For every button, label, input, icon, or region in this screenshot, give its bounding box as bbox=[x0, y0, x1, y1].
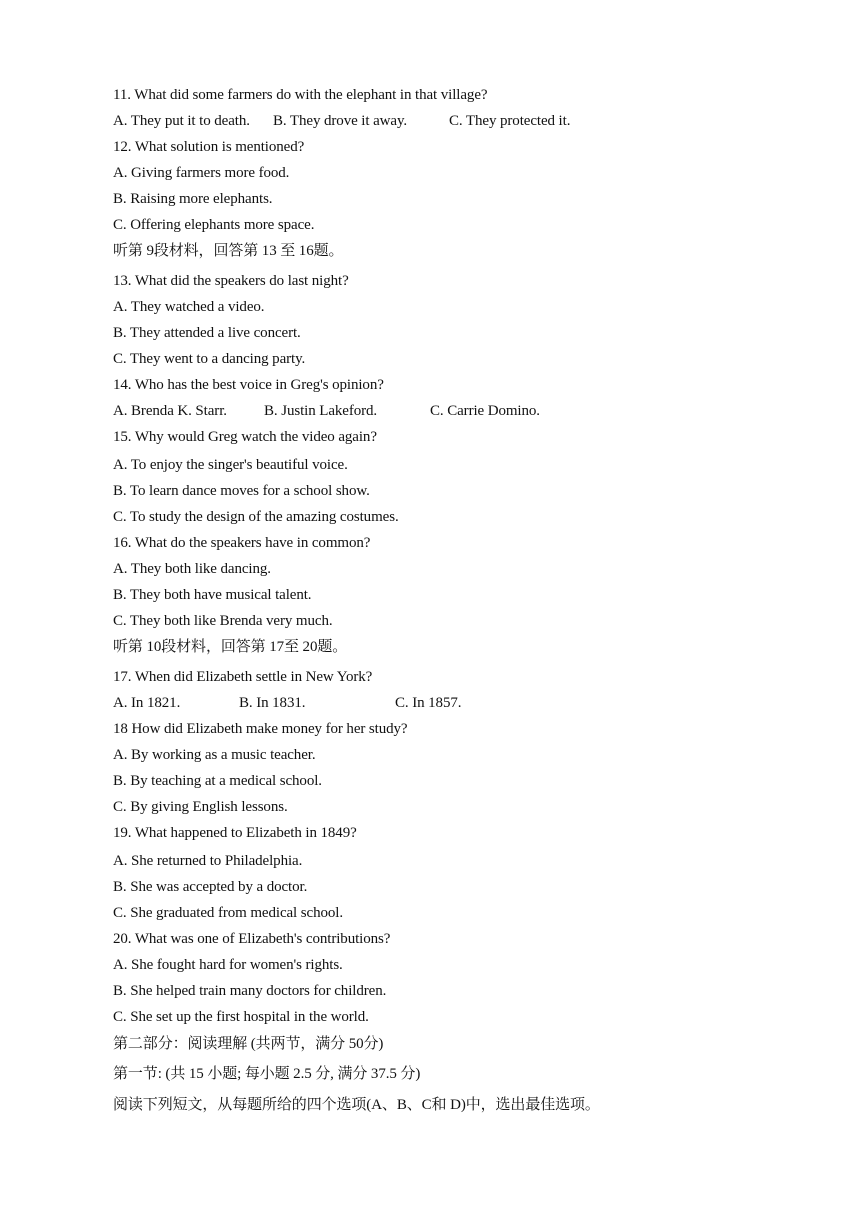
option-b: B. In 1831. bbox=[239, 695, 306, 711]
question-14: 14. Who has the best voice in Greg's opinion? bbox=[113, 377, 384, 393]
option-c: C. Carrie Domino. bbox=[430, 403, 540, 419]
question-19-option-a: A. She returned to Philadelphia. bbox=[113, 853, 303, 869]
question-16-option-c: C. They both like Brenda very much. bbox=[113, 613, 333, 629]
question-13-option-c: C. They went to a dancing party. bbox=[113, 351, 306, 367]
question-20-option-c: C. She set up the first hospital in the world. bbox=[113, 1009, 369, 1025]
part-two-heading: 第二部分：阅读理解 (共两节，满分 50分) bbox=[113, 1036, 384, 1052]
section-one-heading: 第一节: (共 15 小题; 每小题 2.5 分, 满分 37.5 分) bbox=[113, 1066, 421, 1082]
option-c: C. In 1857. bbox=[395, 695, 462, 711]
question-12-option-b: B. Raising more elephants. bbox=[113, 191, 273, 207]
question-13-option-a: A. They watched a video. bbox=[113, 299, 265, 315]
question-17: 17. When did Elizabeth settle in New York? bbox=[113, 669, 373, 685]
question-20: 20. What was one of Elizabeth's contributions? bbox=[113, 931, 391, 947]
option-b: B. They drove it away. bbox=[273, 113, 408, 129]
option-a: A. In 1821. bbox=[113, 695, 181, 711]
question-16: 16. What do the speakers have in common? bbox=[113, 535, 371, 551]
question-13-option-b: B. They attended a live concert. bbox=[113, 325, 301, 341]
question-18-option-b: B. By teaching at a medical school. bbox=[113, 773, 322, 789]
question-12-option-c: C. Offering elephants more space. bbox=[113, 217, 315, 233]
question-14-options bbox=[113, 401, 713, 421]
question-13: 13. What did the speakers do last night? bbox=[113, 273, 349, 289]
question-16-option-a: A. They both like dancing. bbox=[113, 561, 271, 577]
question-19-option-b: B. She was accepted by a doctor. bbox=[113, 879, 308, 895]
question-20-option-b: B. She helped train many doctors for children. bbox=[113, 983, 387, 999]
section-instruction-9: 听第 9段材料，回答第 13 至 16题。 bbox=[113, 243, 344, 259]
question-16-option-b: B. They both have musical talent. bbox=[113, 587, 312, 603]
question-11: 11. What did some farmers do with the elephant in that village? bbox=[113, 87, 488, 103]
question-15: 15. Why would Greg watch the video again? bbox=[113, 429, 377, 445]
section-instruction-10: 听第 10段材料，回答第 17至 20题。 bbox=[113, 639, 348, 655]
question-15-option-b: B. To learn dance moves for a school show. bbox=[113, 483, 370, 499]
option-b: B. Justin Lakeford. bbox=[264, 403, 378, 419]
option-a: A. Brenda K. Starr. bbox=[113, 403, 227, 419]
question-11-options bbox=[113, 111, 713, 131]
question-15-option-a: A. To enjoy the singer's beautiful voice. bbox=[113, 457, 348, 473]
option-a: A. They put it to death. bbox=[113, 113, 250, 129]
question-19-option-c: C. She graduated from medical school. bbox=[113, 905, 343, 921]
question-19: 19. What happened to Elizabeth in 1849? bbox=[113, 825, 357, 841]
question-18: 18 How did Elizabeth make money for her study? bbox=[113, 721, 408, 737]
question-15-option-c: C. To study the design of the amazing costumes. bbox=[113, 509, 399, 525]
option-c: C. They protected it. bbox=[449, 113, 571, 129]
question-12-option-a: A. Giving farmers more food. bbox=[113, 165, 290, 181]
question-18-option-a: A. By working as a music teacher. bbox=[113, 747, 316, 763]
reading-instruction: 阅读下列短文，从每题所给的四个选项(A、B、C和 D)中，选出最佳选项。 bbox=[113, 1097, 600, 1113]
question-12: 12. What solution is mentioned? bbox=[113, 139, 305, 155]
question-18-option-c: C. By giving English lessons. bbox=[113, 799, 288, 815]
question-17-options bbox=[113, 693, 713, 713]
question-20-option-a: A. She fought hard for women's rights. bbox=[113, 957, 343, 973]
